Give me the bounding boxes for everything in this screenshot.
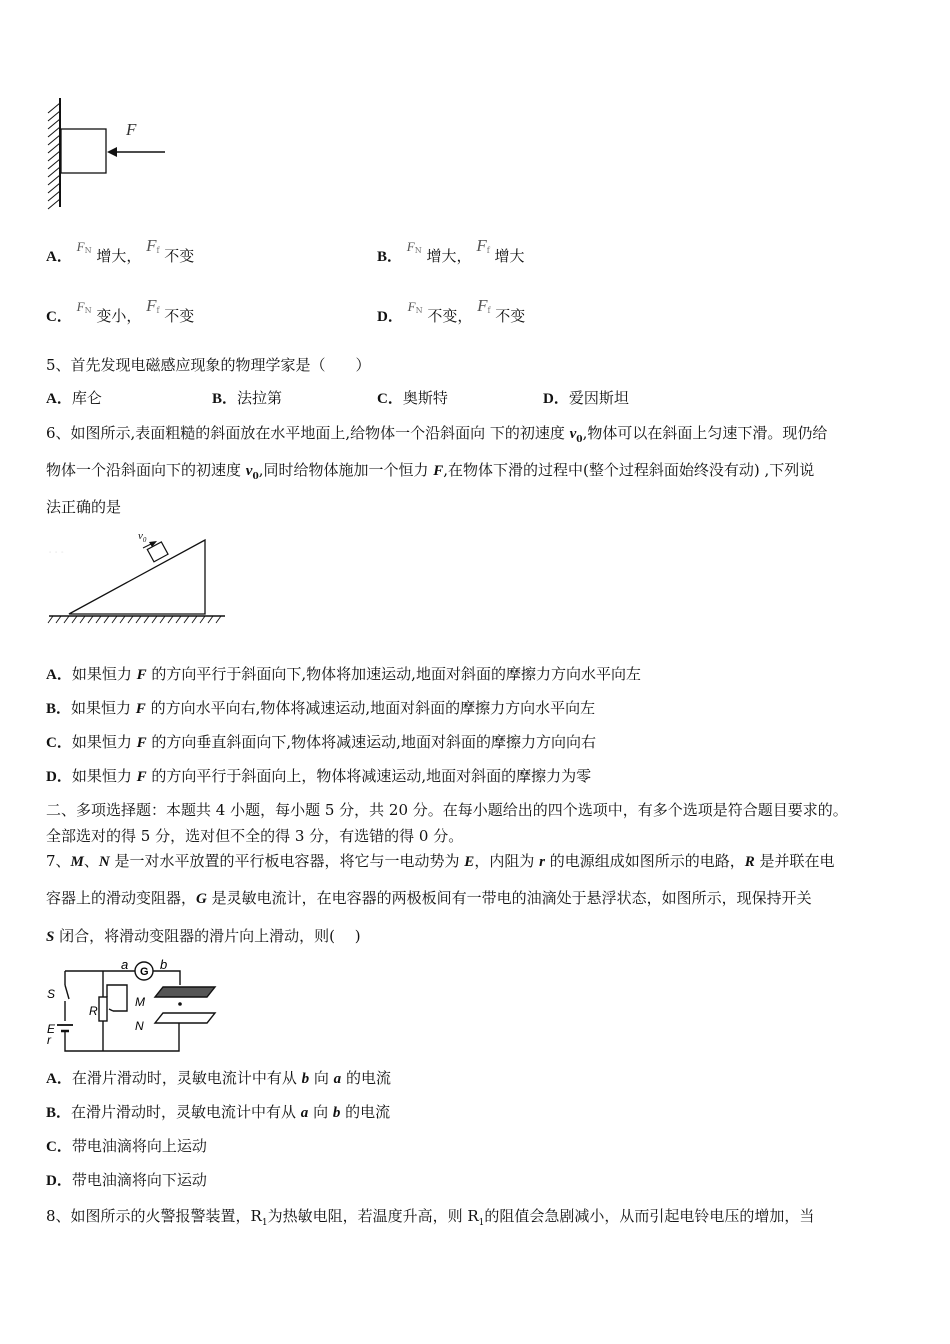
q7-option-a: A．在滑片滑动时，灵敏电流计中有从 b 向 a 的电流	[46, 1069, 391, 1087]
wall-block-force-figure	[40, 95, 180, 215]
switch-label: S	[47, 987, 56, 1001]
q5-option-b: B．法拉第	[212, 389, 283, 407]
q8-stem: 8、如图所示的火警报警装置，$R_1$为热敏电阻，若温度升高，则 $R_1$的阻值会急剧减小，从而引起电铃电压的增加，当	[46, 1207, 815, 1228]
capacitor-circuit-figure	[43, 955, 223, 1060]
velocity-label: $v_0$	[138, 530, 147, 545]
svg-text:ﾟ ﾟ ﾟ: ﾟ ﾟ ﾟ	[49, 551, 66, 560]
galvanometer-label: G	[140, 966, 149, 978]
q6-option-a: A．如果恒力 F 的方向平行于斜面向下,物体将加速运动,地面对斜面的摩擦力方向水平向左	[46, 665, 641, 683]
q7-option-b: B．在滑片滑动时，灵敏电流计中有从 a 向 b 的电流	[46, 1103, 391, 1121]
q7-option-d: D．带电油滴将向下运动	[46, 1171, 207, 1189]
q4-option-d: D． $F^N$ 不变， $F^f$ 不变	[377, 296, 526, 325]
q5-option-d: D．爱因斯坦	[543, 389, 629, 407]
node-a-label: a	[121, 957, 129, 972]
q5-stem: 5、首先发现电磁感应现象的物理学家是（ ）	[46, 356, 371, 374]
q7-option-c: C．带电油滴将向上运动	[46, 1137, 207, 1155]
q4-option-b: B． $F^N$ 增大， $F^f$ 增大	[377, 236, 525, 265]
plate-m-label: M	[135, 995, 145, 1009]
q7-stem-line2: 容器上的滑动变阻器，G 是灵敏电流计，在电容器的两极板间有一带电的油滴处于悬浮状态，如图所示，现保持开关	[46, 889, 812, 907]
q6-stem-line2: 物体一个沿斜面向下的初速度 $v_0$,同时给物体施加一个恒力 F,在物体下滑的过程中(整个过程斜面始终没有动) ,下列说	[46, 461, 815, 482]
q5-option-a: A．库仑	[46, 389, 102, 407]
q4-option-c: C． $F^N$ 变小， $F^f$ 不变	[46, 296, 195, 325]
q6-stem-line1: 6、如图所示,表面粗糙的斜面放在水平地面上,给物体一个沿斜面向 下的初速度 $v_0$,物体可以在斜面上匀速下滑。现仍给	[46, 424, 828, 445]
emf-label: E	[47, 1022, 56, 1036]
node-b-label: b	[160, 957, 168, 972]
section2-heading-line1: 二、多项选择题：本题共 4 小题，每小题 5 分，共 20 分。在每小题给出的四个选项中，有多个选项是符合题目要求的。	[46, 801, 848, 819]
q7-stem-line3: S 闭合，将滑动变阻器的滑片向上滑动，则( )	[46, 927, 361, 945]
q6-stem-line3: 法正确的是	[46, 498, 122, 516]
section2-heading-line2: 全部选对的得 5 分，选对但不全的得 3 分，有选错的得 0 分。	[46, 827, 464, 845]
plate-n-label: N	[135, 1019, 144, 1033]
rheostat-label: R	[89, 1004, 98, 1018]
q6-option-d: D．如果恒力 F 的方向平行于斜面向上，物体将减速运动,地面对斜面的摩擦力为零	[46, 767, 592, 785]
inclined-plane-figure	[45, 530, 235, 630]
q6-option-b: B．如果恒力 F 的方向水平向右,物体将减速运动,地面对斜面的摩擦力方向水平向左	[46, 699, 596, 717]
resistance-label: r	[47, 1033, 51, 1047]
q5-option-c: C．奥斯特	[377, 389, 448, 407]
q6-option-c: C．如果恒力 F 的方向垂直斜面向下,物体将减速运动,地面对斜面的摩擦力方向向右	[46, 733, 596, 751]
force-label: F	[126, 120, 137, 139]
q4-option-a: A． $F^N$ 增大， $F^f$ 不变	[46, 236, 195, 265]
q7-stem-line1: 7、M、N 是一对水平放置的平行板电容器，将它与一电动势为 E，内阻为 r 的电源组成如图所示的电路，R 是并联在电	[46, 852, 835, 870]
